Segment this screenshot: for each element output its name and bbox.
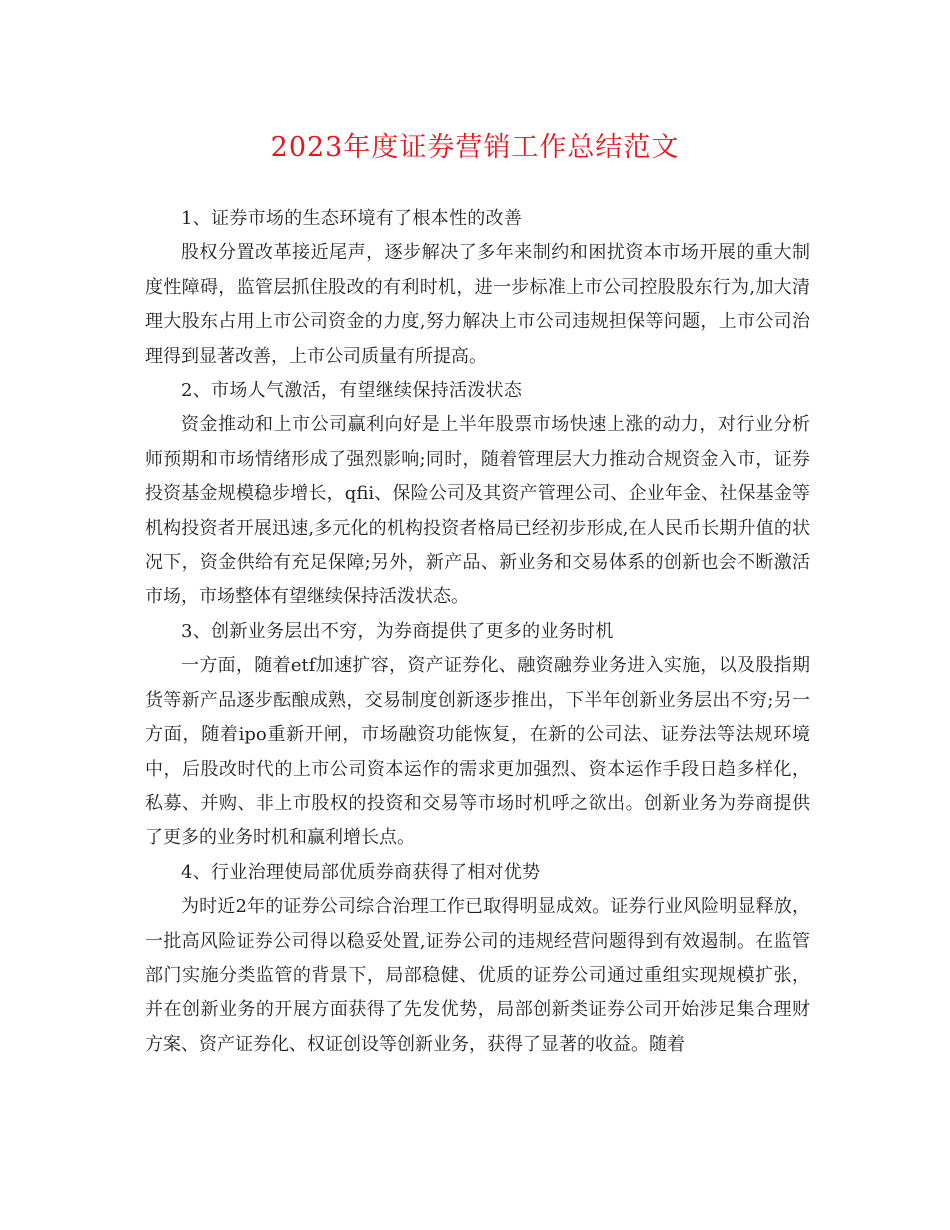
section-heading-4: 4、行业治理使局部优质券商获得了相对优势 — [181, 861, 541, 883]
section-heading-2: 2、市场人气激活，有望继续保持活泼状态 — [181, 380, 523, 402]
section-paragraph-2: 资金推动和上市公司赢利向好是上半年股票市场快速上涨的动力，对行业分析师预期和市场情绪形成了强烈影响;同时，随着管理层大力推动合规资金入市，证券投资基金规模稳步增长，qfii、保险公司及其资产管理公司、企业年金、社保基金等机构投资者开展迅速,多元化的机构投资者格局已经初步形成,在人民币长期升值的状况下，资金供给有充足保障;另外，新产品、新业务和交易体系的创新也会不断激活市场，市场整体有望继续保持活泼状态。 — [145, 414, 810, 608]
section-heading-3: 3、创新业务层出不穷，为券商提供了更多的业务时机 — [181, 620, 614, 642]
section-paragraph-1: 股权分置改革接近尾声，逐步解决了多年来制约和困扰资本市场开展的重大制度性障碍，监管层抓住股改的有利时机，进一步标准上市公司控股股东行为,加大清理大股东占用上市公司资金的力度,努力解决上市公司违规担保等问题，上市公司治理得到显著改善，上市公司质量有所提高。 — [145, 242, 810, 367]
document-body — [145, 202, 810, 1062]
section-paragraph-3: 一方面，随着etf加速扩容，资产证券化、融资融券业务进入实施，以及股指期货等新产品逐步酝酿成熟，交易制度创新逐步推出，下半年创新业务层出不穷;另一方面，随着ipo重新开闸，市场融资功能恢复，在新的公司法、证券法等法规环境中，后股改时代的上市公司资本运作的需求更加强烈、资本运作手段日趋多样化，私募、并购、非上市股权的投资和交易等市场时机呼之欲出。创新业务为券商提供了更多的业务时机和赢利增长点。 — [145, 655, 810, 849]
section-paragraph-4: 为时近2年的证券公司综合治理工作已取得明显成效。证券行业风险明显释放，一批高风险证券公司得以稳妥处置,证券公司的违规经营问题得到有效遏制。在监管部门实施分类监管的背景下，局部稳健、优质的证券公司通过重组实现规模扩张，并在创新业务的开展方面获得了先发优势，局部创新类证券公司开始涉足集合理财方案、资产证券化、权证创设等创新业务，获得了显著的收益。随着 — [145, 896, 810, 1055]
document-title: 2023年度证券营销工作总结范文 — [270, 132, 680, 163]
section-heading-1: 1、证券市场的生态环境有了根本性的改善 — [181, 208, 523, 229]
